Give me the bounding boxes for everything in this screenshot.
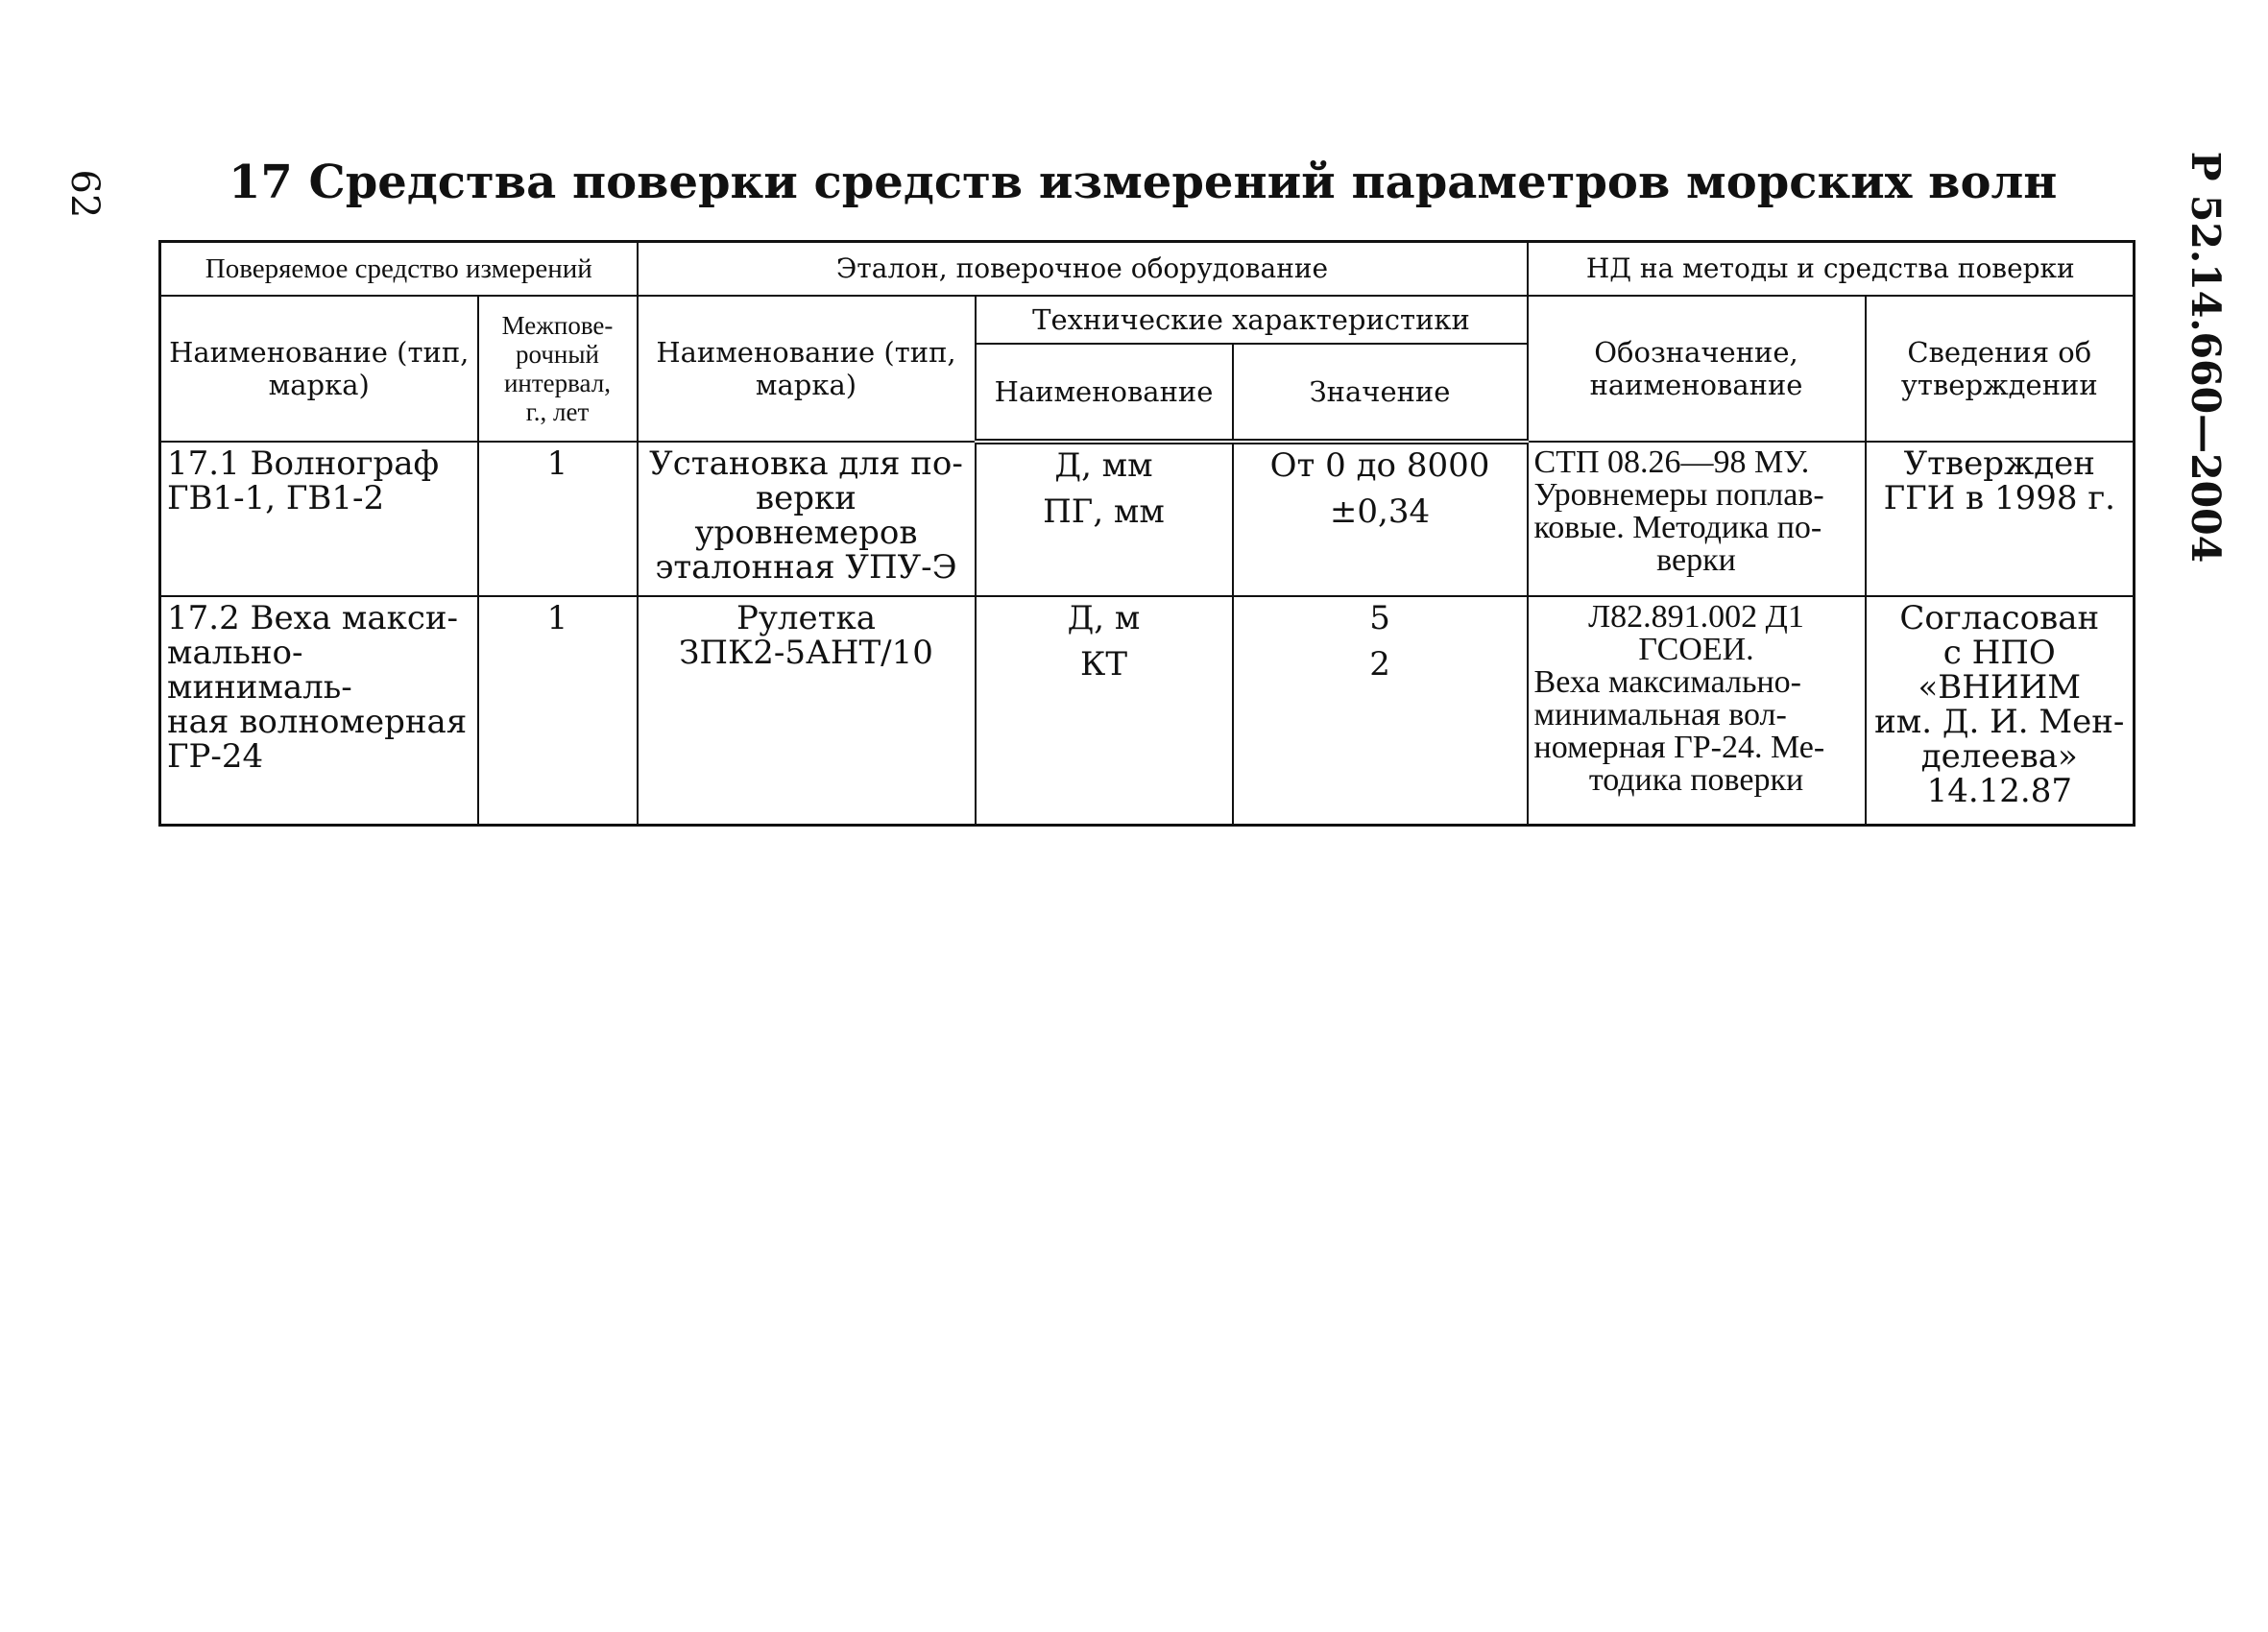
text-line: мально-минималь-	[167, 634, 352, 707]
text-line: ПГ, мм	[1043, 492, 1165, 531]
group-header-row	[160, 242, 2135, 297]
cell-standard-name	[638, 596, 976, 825]
text-line: ГВ1-1, ГВ1-2	[167, 479, 385, 517]
text-line: Веха максимально-	[1533, 664, 1801, 700]
text-line: ГГИ в 1998 г.	[1883, 479, 2115, 517]
text-line: 14.12.87	[1926, 772, 2072, 810]
header-nd-approval-text: Сведения об утверждении	[1900, 336, 2098, 401]
verification-table	[158, 240, 2135, 827]
text-line: «ВНИИМ	[1918, 668, 2082, 707]
text-line: Л82.891.002 Д1	[1588, 599, 1804, 635]
cell-instrument-name	[160, 596, 478, 825]
text-line: ГР-24	[167, 737, 264, 776]
header-interval-line: г., лет	[525, 397, 590, 426]
header-standard-name-text: Наименование (тип, марка)	[656, 336, 956, 401]
cell-interval: 1	[478, 596, 638, 825]
cell-tech-value	[1233, 596, 1528, 825]
header-instrument-name-text: Наименование (тип, марка)	[169, 336, 470, 401]
page-number: 62	[62, 169, 107, 219]
column-header-row	[160, 296, 2135, 344]
header-nd-approval	[1866, 296, 2135, 442]
text-line: эталонная УПУ-Э	[655, 548, 957, 587]
cell-nd-approval	[1866, 596, 2135, 825]
cell-nd-designation	[1528, 596, 1866, 825]
table-row	[160, 596, 2135, 825]
cell-tech-name	[976, 596, 1233, 825]
text-line: КТ	[1080, 645, 1127, 684]
text-line: ная волномерная	[167, 703, 468, 741]
cell-tech-value	[1233, 442, 1528, 596]
text-line: с НПО	[1942, 634, 2056, 672]
header-standard-name	[638, 296, 976, 442]
cell-instrument-name	[160, 442, 478, 596]
text-line: тодика поверки	[1588, 762, 1804, 798]
header-interval-line: рочный	[516, 340, 599, 369]
header-nd-designation	[1528, 296, 1866, 442]
group-header-instrument: Поверяемое средство измерений	[160, 242, 638, 297]
header-interval-line: Межпове-	[501, 311, 614, 340]
cell-standard-name	[638, 442, 976, 596]
text-line: Установка для по-	[649, 444, 963, 483]
text-line: минимальная вол-	[1533, 697, 1787, 732]
text-line: 17.1 Волнограф	[167, 444, 440, 483]
header-interval-line: интервал,	[503, 369, 612, 397]
document-code-wrapper	[2183, 151, 2229, 564]
text-line: делеева»	[1920, 737, 2078, 776]
section-title: 17 Средства поверки средств измерений параметров морских волн	[229, 156, 2058, 209]
text-line: им. Д. И. Мен-	[1874, 703, 2125, 741]
document-code: Р 52.14.660—2004	[2183, 151, 2229, 564]
text-line: верки	[1656, 542, 1736, 578]
text-line: 2	[1369, 645, 1390, 684]
cell-tech-name	[976, 442, 1233, 596]
group-header-standard: Эталон, поверочное оборудование	[638, 242, 1528, 297]
header-tech-name: Наименование	[976, 344, 1233, 442]
cell-nd-approval	[1866, 442, 2135, 596]
cell-interval: 1	[478, 442, 638, 596]
text-line: верки уровнемеров	[694, 479, 918, 552]
cell-nd-designation	[1528, 442, 1866, 596]
header-instrument-name	[160, 296, 478, 442]
text-line: От 0 до 8000	[1269, 446, 1490, 485]
text-line: Утвержден	[1903, 444, 2095, 483]
text-line: ЗПК2-5АНТ/10	[679, 634, 933, 672]
text-line: Д, м	[1067, 599, 1141, 637]
text-line: 5	[1369, 599, 1390, 637]
text-line: ±0,34	[1329, 492, 1431, 531]
table-row	[160, 442, 2135, 596]
header-nd-designation-text: Обозначение, наименование	[1589, 336, 1803, 401]
text-line: Д, мм	[1054, 446, 1153, 485]
text-line: 17.2 Веха макси-	[167, 599, 459, 637]
header-tech-characteristics: Технические характеристики	[976, 296, 1528, 344]
text-line: СТП 08.26—98 МУ.	[1533, 444, 1810, 480]
header-interval	[478, 296, 638, 442]
text-line: Рулетка	[736, 599, 876, 637]
text-line: Согласован	[1899, 599, 2100, 637]
group-header-nd: НД на методы и средства поверки	[1528, 242, 2135, 297]
text-line: ГСОЕИ.	[1638, 632, 1754, 667]
header-tech-value: Значение	[1233, 344, 1528, 442]
text-line: ковые. Методика по-	[1533, 510, 1822, 545]
text-line: номерная ГР-24. Ме-	[1533, 730, 1825, 765]
text-line: Уровнемеры поплав-	[1533, 477, 1824, 513]
